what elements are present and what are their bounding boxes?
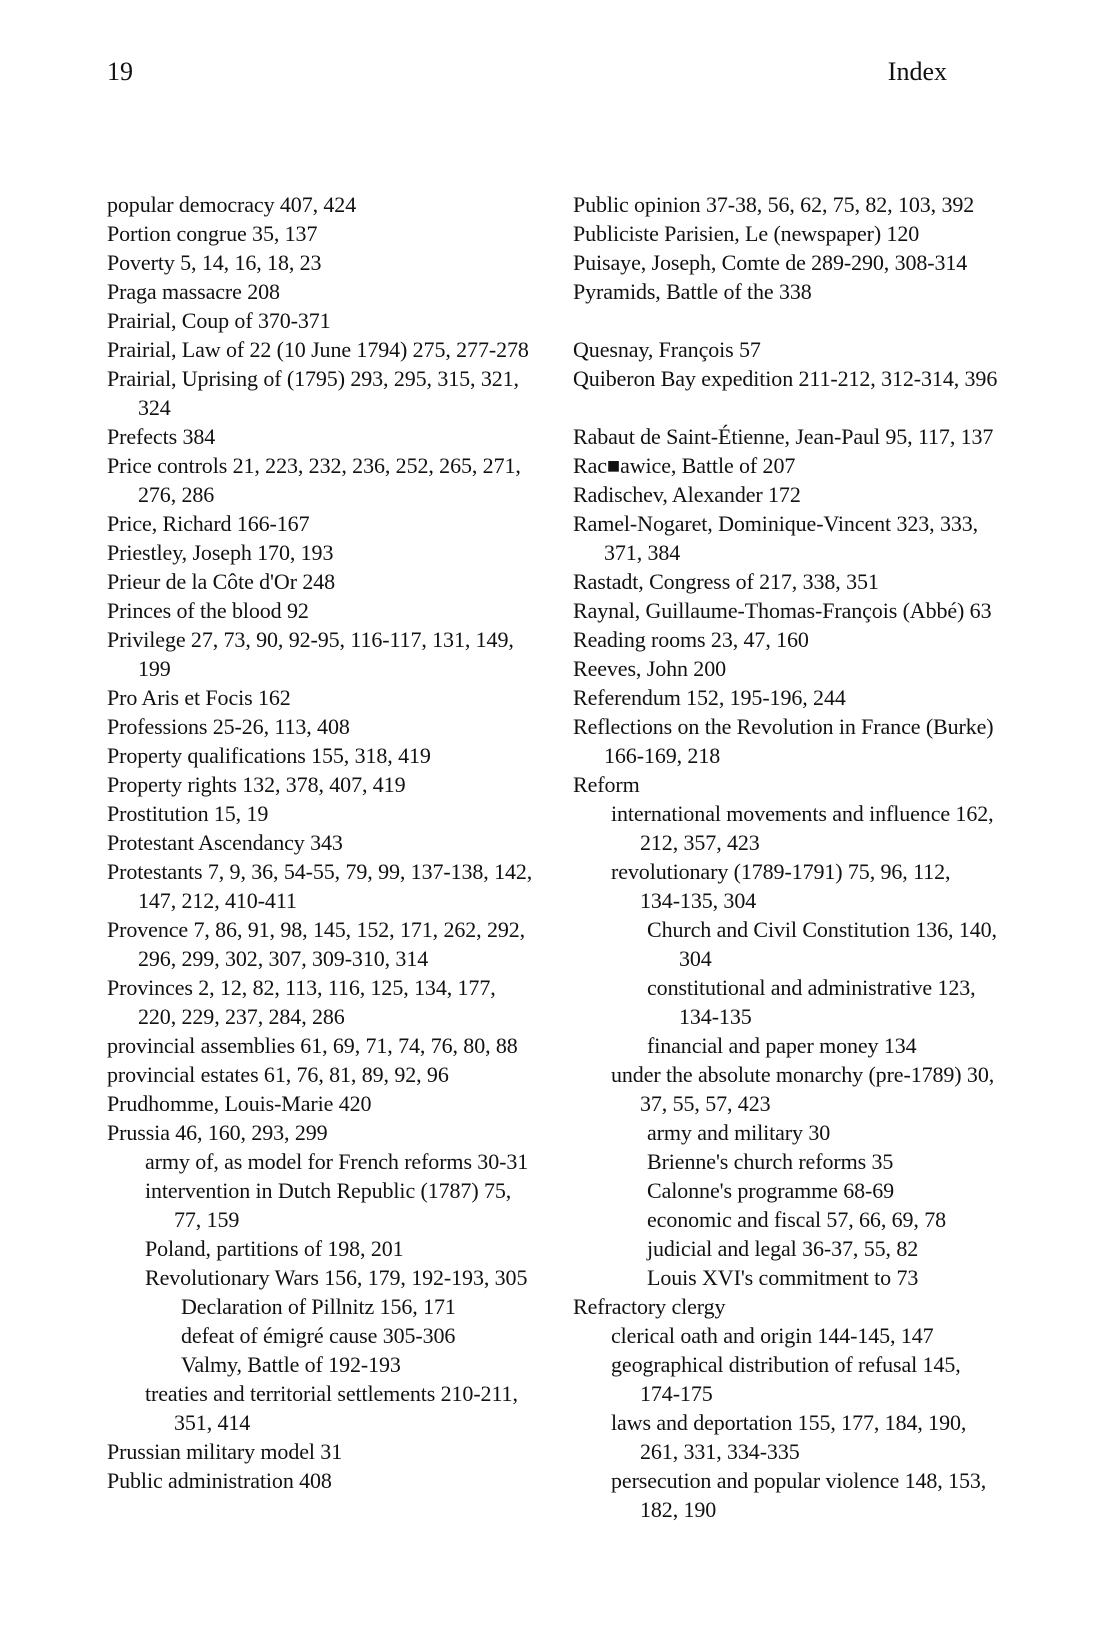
index-entry-line: Public administration 408 bbox=[107, 1468, 332, 1493]
index-entry-line: 147, 212, 410-411 bbox=[138, 888, 297, 913]
index-entry-line: Privilege 27, 73, 90, 92-95, 116-117, 131, 149, bbox=[107, 627, 514, 652]
page-number: 19 bbox=[107, 57, 133, 86]
index-entry-line: Calonne's programme 68-69 bbox=[647, 1178, 895, 1203]
index-entry-line: Property qualifications 155, 318, 419 bbox=[107, 743, 431, 768]
index-entry-line: 134-135 bbox=[679, 1004, 752, 1029]
index-entry-line: Rabaut de Saint-Étienne, Jean-Paul 95, 117, 137 bbox=[573, 424, 994, 449]
index-entry-line: Protestants 7, 9, 36, 54-55, 79, 99, 137-138, 142, bbox=[107, 859, 533, 884]
index-entry-line: Reading rooms 23, 47, 160 bbox=[573, 627, 809, 652]
index-entry-line: Pyramids, Battle of the 338 bbox=[573, 279, 812, 304]
index-entry-line: Prairial, Law of 22 (10 June 1794) 275, 277-278 bbox=[107, 337, 529, 362]
index-entry-line: 324 bbox=[138, 395, 171, 420]
index-entry-line: army of, as model for French reforms 30-31 bbox=[145, 1149, 529, 1174]
blank-line bbox=[573, 306, 1033, 335]
index-entry-line: 261, 331, 334-335 bbox=[640, 1439, 800, 1464]
index-entry-line: Priestley, Joseph 170, 193 bbox=[107, 540, 334, 565]
index-entry-line: 304 bbox=[679, 946, 712, 971]
index-entry-line: Prairial, Coup of 370-371 bbox=[107, 308, 331, 333]
index-entry-line: Refractory clergy bbox=[573, 1294, 726, 1319]
index-entry-line: 77, 159 bbox=[174, 1207, 240, 1232]
index-entry-line: Ramel-Nogaret, Dominique-Vincent 323, 333, bbox=[573, 511, 979, 536]
index-entry-line: treaties and territorial settlements 210-211, bbox=[145, 1381, 518, 1406]
index-entry-line: Praga massacre 208 bbox=[107, 279, 280, 304]
index-entry-line: Valmy, Battle of 192-193 bbox=[181, 1352, 401, 1377]
index-entry-line: 134-135, 304 bbox=[640, 888, 757, 913]
index-entry-line: provincial assemblies 61, 69, 71, 74, 76, 80, 88 bbox=[107, 1033, 518, 1058]
index-entry-line: 199 bbox=[138, 656, 171, 681]
index-entry-line: Prudhomme, Louis-Marie 420 bbox=[107, 1091, 372, 1116]
index-entry-line: persecution and popular violence 148, 153, bbox=[611, 1468, 987, 1493]
index-entry-line: geographical distribution of refusal 145, bbox=[611, 1352, 961, 1377]
index-entry-line: Rastadt, Congress of 217, 338, 351 bbox=[573, 569, 879, 594]
index-entry-line: 166-169, 218 bbox=[604, 743, 721, 768]
index-entry-line: 182, 190 bbox=[640, 1497, 717, 1522]
index-column-left bbox=[107, 190, 567, 1495]
index-entry-line: Puisaye, Joseph, Comte de 289-290, 308-314 bbox=[573, 250, 968, 275]
index-entry-line: Brienne's church reforms 35 bbox=[647, 1149, 894, 1174]
index-entry-line: Professions 25-26, 113, 408 bbox=[107, 714, 350, 739]
index-entry-line: Revolutionary Wars 156, 179, 192-193, 305 bbox=[145, 1265, 528, 1290]
index-entry-line: Price controls 21, 223, 232, 236, 252, 265, 271, bbox=[107, 453, 521, 478]
index-entry-line: Louis XVI's commitment to 73 bbox=[647, 1265, 919, 1290]
index-entry-line: 351, 414 bbox=[174, 1410, 251, 1435]
blank-line bbox=[573, 393, 1033, 422]
index-entry-line: 37, 55, 57, 423 bbox=[640, 1091, 771, 1116]
index-entry-line: international movements and influence 162, bbox=[611, 801, 994, 826]
index-entry-line: Prussia 46, 160, 293, 299 bbox=[107, 1120, 328, 1145]
index-entry-line: Protestant Ascendancy 343 bbox=[107, 830, 343, 855]
index-entry-line: 220, 229, 237, 284, 286 bbox=[138, 1004, 345, 1029]
index-entry-line: army and military 30 bbox=[647, 1120, 831, 1145]
index-entry-line: Reeves, John 200 bbox=[573, 656, 726, 681]
index-entry-line: Reflections on the Revolution in France (Burke) bbox=[573, 714, 994, 739]
index-entry-line: Prefects 384 bbox=[107, 424, 216, 449]
index-entry-line: Prostitution 15, 19 bbox=[107, 801, 269, 826]
index-entry-line: Public opinion 37-38, 56, 62, 75, 82, 103, 392 bbox=[573, 192, 975, 217]
index-entry-line: Prieur de la Côte d'Or 248 bbox=[107, 569, 336, 594]
index-entry-line: Rac■awice, Battle of 207 bbox=[573, 453, 796, 478]
index-entry-line: Publiciste Parisien, Le (newspaper) 120 bbox=[573, 221, 920, 246]
index-entry-line: 276, 286 bbox=[138, 482, 215, 507]
index-entry-line: economic and fiscal 57, 66, 69, 78 bbox=[647, 1207, 947, 1232]
index-entry-line: 212, 357, 423 bbox=[640, 830, 760, 855]
index-entry-line: laws and deportation 155, 177, 184, 190, bbox=[611, 1410, 967, 1435]
page-title: Index bbox=[887, 57, 947, 86]
index-entry-line: Quesnay, François 57 bbox=[573, 337, 761, 362]
index-entry-line: Pro Aris et Focis 162 bbox=[107, 685, 291, 710]
index-entry-line: revolutionary (1789-1791) 75, 96, 112, bbox=[611, 859, 951, 884]
index-entry-line: under the absolute monarchy (pre-1789) 30, bbox=[611, 1062, 995, 1087]
index-entry-line: Prairial, Uprising of (1795) 293, 295, 315, 321, bbox=[107, 366, 519, 391]
index-entry-line: Price, Richard 166-167 bbox=[107, 511, 310, 536]
index-entry-line: Portion congrue 35, 137 bbox=[107, 221, 318, 246]
index-entry-line: financial and paper money 134 bbox=[647, 1033, 917, 1058]
index-entry-line: clerical oath and origin 144-145, 147 bbox=[611, 1323, 934, 1348]
index-entry-line: Quiberon Bay expedition 211-212, 312-314, 396 bbox=[573, 366, 998, 391]
index-entry-line: intervention in Dutch Republic (1787) 75, bbox=[145, 1178, 512, 1203]
index-entry-line: Property rights 132, 378, 407, 419 bbox=[107, 772, 406, 797]
index-entry-line: 371, 384 bbox=[604, 540, 681, 565]
index-entry-line: Radischev, Alexander 172 bbox=[573, 482, 801, 507]
index-entry-line: 296, 299, 302, 307, 309-310, 314 bbox=[138, 946, 429, 971]
index-entry-line: Poverty 5, 14, 16, 18, 23 bbox=[107, 250, 322, 275]
index-entry-line: provincial estates 61, 76, 81, 89, 92, 96 bbox=[107, 1062, 449, 1087]
index-entry-line: Princes of the blood 92 bbox=[107, 598, 309, 623]
index-entry-line: Provinces 2, 12, 82, 113, 116, 125, 134, 177, bbox=[107, 975, 496, 1000]
index-entry-line: Reform bbox=[573, 772, 640, 797]
index-entry-line: 174-175 bbox=[640, 1381, 713, 1406]
index-entry-line: Referendum 152, 195-196, 244 bbox=[573, 685, 846, 710]
index-entry-line: Poland, partitions of 198, 201 bbox=[145, 1236, 404, 1261]
index-entry-line: constitutional and administrative 123, bbox=[647, 975, 976, 1000]
index-entry-line: Church and Civil Constitution 136, 140, bbox=[647, 917, 997, 942]
index-entry-line: Declaration of Pillnitz 156, 171 bbox=[181, 1294, 456, 1319]
index-entry-line: Raynal, Guillaume-Thomas-François (Abbé) 63 bbox=[573, 598, 992, 623]
index-entry-line: Provence 7, 86, 91, 98, 145, 152, 171, 262, 292, bbox=[107, 917, 526, 942]
index-entry-line: popular democracy 407, 424 bbox=[107, 192, 357, 217]
index-entry-line: judicial and legal 36-37, 55, 82 bbox=[647, 1236, 919, 1261]
index-column-right bbox=[573, 190, 1033, 1524]
index-entry-line: Prussian military model 31 bbox=[107, 1439, 343, 1464]
index-entry-line: defeat of émigré cause 305-306 bbox=[181, 1323, 456, 1348]
